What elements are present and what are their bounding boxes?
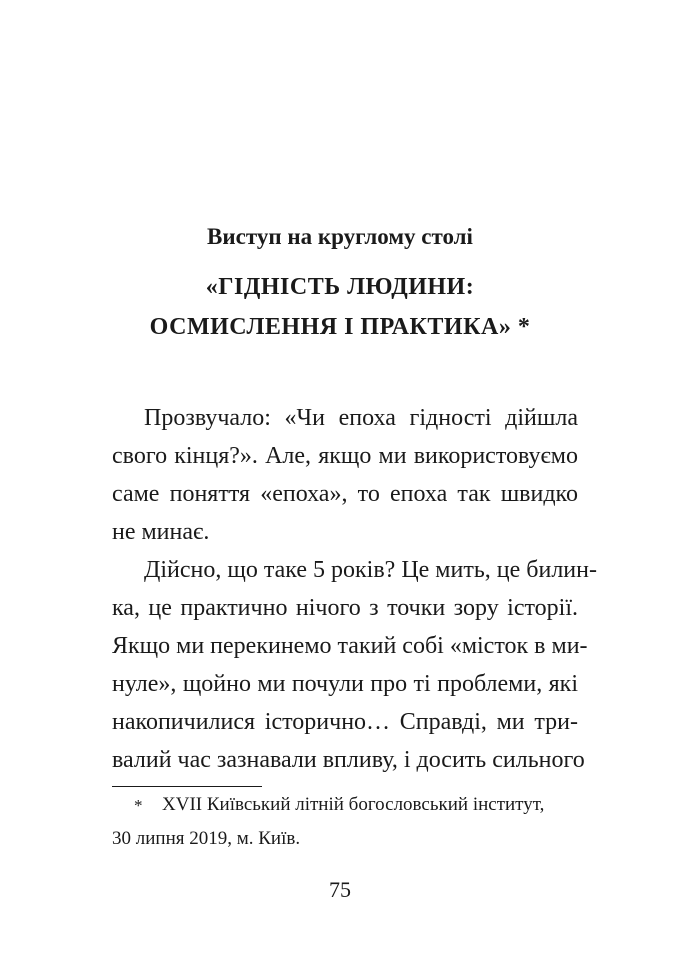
footnote-marker: * <box>134 796 143 815</box>
body-text-line: Дійсно, що таке 5 років? Це мить, це билин- <box>144 557 597 583</box>
body-text-line: накопичилися історично… Справді, ми три- <box>112 709 578 735</box>
footnote-divider <box>112 786 262 787</box>
footnote-text-line-1: XVII Київський літній богословський інститут, <box>162 794 545 815</box>
body-text-line: саме поняття «епоха», то епоха так швидко <box>112 481 578 507</box>
page-number: 75 <box>329 877 351 902</box>
body-text-line: свого кінця?». Але, якщо ми використовуємо <box>112 443 578 469</box>
section-title-line-1: «ГІДНІСТЬ ЛЮДИНИ: <box>205 274 475 300</box>
section-subtitle: Виступ на круглому столі <box>207 224 473 249</box>
body-text-line: ка, це практично нічого з точки зору історії. <box>112 595 578 621</box>
body-text-line: Якщо ми перекинемо такий собі «місток в ми- <box>112 633 588 659</box>
body-text-line: нуле», щойно ми почули про ті проблеми, які <box>112 671 578 697</box>
footnote-text-line-2: 30 липня 2019, м. Київ. <box>112 828 301 849</box>
body-text-line: валий час зазнавали впливу, і досить сильного <box>112 747 585 773</box>
body-text-line: не минає. <box>112 519 210 545</box>
body-text-line: Прозвучало: «Чи епоха гідності дійшла <box>144 405 578 431</box>
section-title-line-2: ОСМИСЛЕННЯ І ПРАКТИКА» * <box>149 314 531 340</box>
